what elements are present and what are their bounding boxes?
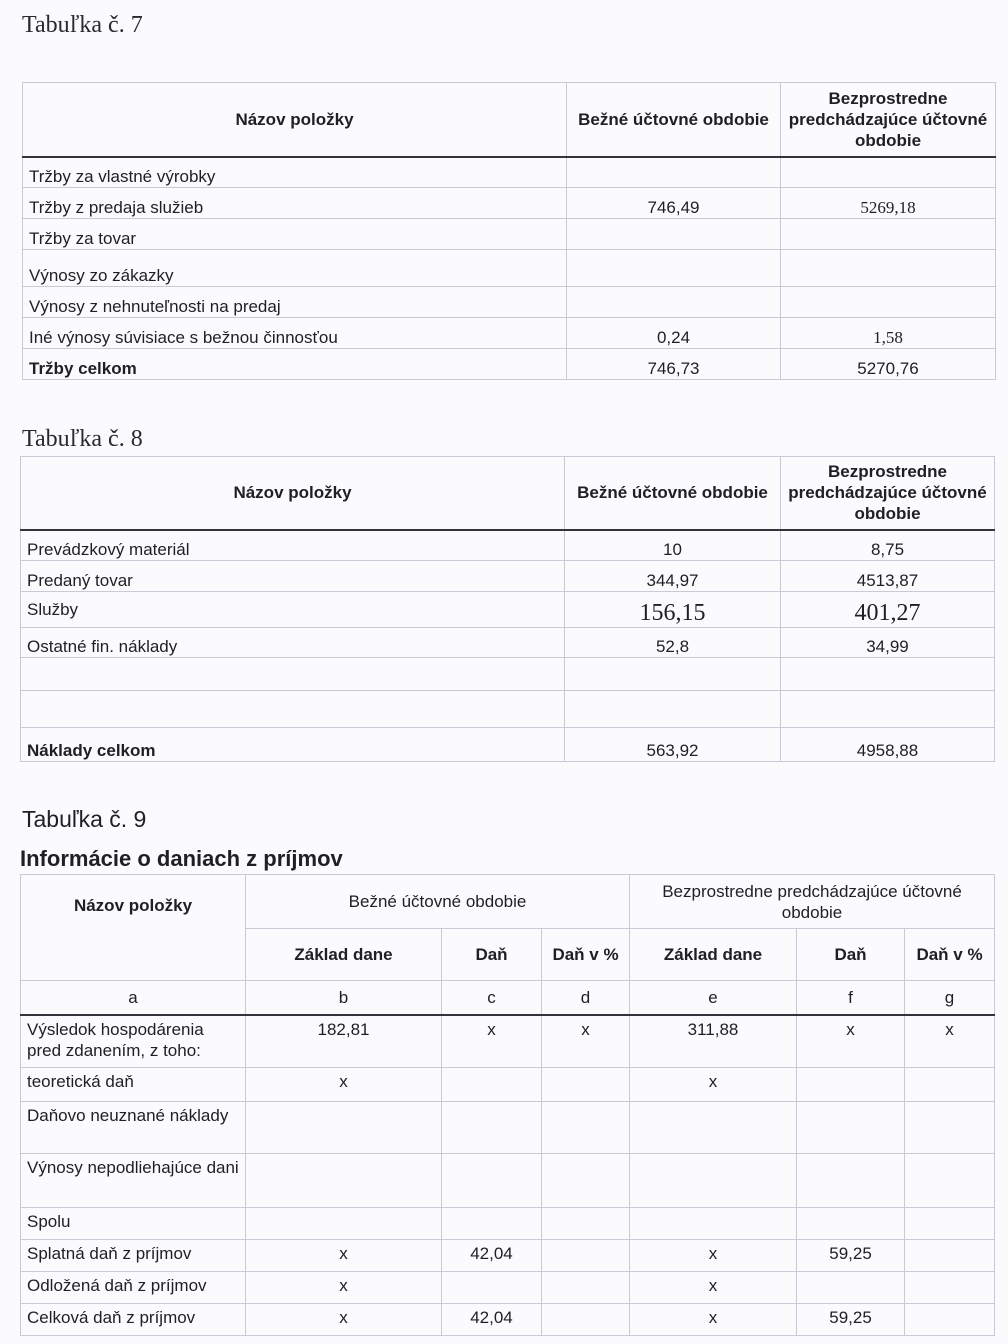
- cell-value: [630, 1102, 797, 1154]
- table-row: [23, 287, 996, 318]
- table-row: [21, 1304, 995, 1336]
- cell-value: [442, 1102, 542, 1154]
- table-row: [21, 561, 995, 592]
- current-value: 52,8: [565, 628, 781, 658]
- cell-value: [797, 1272, 905, 1304]
- row-label: Výsledok hospodárenia pred zdanením, z toho:: [21, 1015, 246, 1068]
- current-value: 344,97: [565, 561, 781, 592]
- cell-value: [797, 1102, 905, 1154]
- total-current: 746,73: [567, 349, 781, 380]
- table8-header-previous: Bezprostredne predchádzajúce účtovné obdobie: [781, 457, 995, 530]
- total-label: Tržby celkom: [23, 349, 567, 380]
- table-row: [21, 1272, 995, 1304]
- row-label: Splatná daň z príjmov: [21, 1240, 246, 1272]
- cell-value: [797, 1068, 905, 1102]
- table7: [22, 82, 996, 380]
- cell-value: 42,04: [442, 1240, 542, 1272]
- row-label: [21, 658, 565, 691]
- previous-value: 8,75: [781, 530, 995, 561]
- table9-letter-row: [21, 981, 995, 1015]
- row-label: Prevádzkový materiál: [21, 530, 565, 561]
- cell-value: [542, 1272, 630, 1304]
- cell-value: 42,04: [442, 1304, 542, 1336]
- cell-value: [905, 1068, 995, 1102]
- cell-value: [442, 1068, 542, 1102]
- row-label: Ostatné fin. náklady: [21, 628, 565, 658]
- cell-value: x: [630, 1272, 797, 1304]
- current-value: 10: [565, 530, 781, 561]
- cell-value: [542, 1102, 630, 1154]
- row-label: Daňovo neuznané náklady: [21, 1102, 246, 1154]
- table8-total-row: [21, 728, 995, 762]
- row-label: Tržby za tovar: [23, 219, 567, 250]
- table-row: [23, 250, 996, 287]
- header-dan-percent: Daň v %: [905, 929, 995, 981]
- cell-value: x: [630, 1068, 797, 1102]
- cell-value: [905, 1304, 995, 1336]
- header-dan: Daň: [442, 929, 542, 981]
- cell-value: x: [905, 1015, 995, 1068]
- table9-title: Informácie o daniach z príjmov: [20, 846, 343, 871]
- cell-value: [542, 1154, 630, 1208]
- cell-value: x: [630, 1304, 797, 1336]
- header-zaklad-dane: Základ dane: [246, 929, 442, 981]
- row-label: Iné výnosy súvisiace s bežnou činnosťou: [23, 318, 567, 349]
- previous-value: 401,27: [781, 592, 995, 628]
- previous-value: 5269,18: [781, 188, 996, 219]
- current-value: [567, 219, 781, 250]
- header-zaklad-dane: Základ dane: [630, 929, 797, 981]
- previous-value: 4513,87: [781, 561, 995, 592]
- current-value: [567, 157, 781, 188]
- table-row: [21, 1015, 995, 1068]
- current-value: [565, 658, 781, 691]
- table7-header-previous: Bezprostredne predchádzajúce účtovné obdobie: [781, 83, 996, 157]
- table-row: [23, 318, 996, 349]
- column-letter: b: [246, 981, 442, 1015]
- cell-value: x: [542, 1015, 630, 1068]
- cell-value: [542, 1208, 630, 1240]
- table-row: [21, 592, 995, 628]
- header-dan-percent: Daň v %: [542, 929, 630, 981]
- table9-header-name: Názov položky: [21, 875, 246, 981]
- previous-value: [781, 219, 996, 250]
- column-letter: d: [542, 981, 630, 1015]
- table8: [20, 456, 995, 762]
- table7-header-current: Bežné účtovné obdobie: [567, 83, 781, 157]
- table9-caption: Tabuľka č. 9: [22, 806, 147, 832]
- table7-caption: Tabuľka č. 7: [22, 12, 143, 38]
- previous-value: [781, 691, 995, 728]
- cell-value: [905, 1102, 995, 1154]
- column-letter: e: [630, 981, 797, 1015]
- table7-header-name: Názov položky: [23, 83, 567, 157]
- cell-value: x: [246, 1240, 442, 1272]
- cell-value: x: [246, 1272, 442, 1304]
- table-row: [21, 1068, 995, 1102]
- table-row: [21, 658, 995, 691]
- column-letter: g: [905, 981, 995, 1015]
- cell-value: 59,25: [797, 1240, 905, 1272]
- cell-value: [542, 1304, 630, 1336]
- total-label: Náklady celkom: [21, 728, 565, 762]
- row-label: Tržby z predaja služieb: [23, 188, 567, 219]
- cell-value: [630, 1154, 797, 1208]
- row-label: Celková daň z príjmov: [21, 1304, 246, 1336]
- cell-value: [442, 1154, 542, 1208]
- cell-value: [905, 1208, 995, 1240]
- column-letter: f: [797, 981, 905, 1015]
- cell-value: [797, 1208, 905, 1240]
- previous-value: 34,99: [781, 628, 995, 658]
- table8-header-row: [21, 457, 995, 530]
- cell-value: 182,81: [246, 1015, 442, 1068]
- table-row: [23, 188, 996, 219]
- table-row: [23, 157, 996, 188]
- row-label: Odložená daň z príjmov: [21, 1272, 246, 1304]
- previous-value: [781, 250, 996, 287]
- current-value: [567, 250, 781, 287]
- cell-value: x: [246, 1068, 442, 1102]
- table8-caption: Tabuľka č. 8: [22, 426, 143, 452]
- previous-value: [781, 157, 996, 188]
- cell-value: [246, 1208, 442, 1240]
- table-row: [21, 691, 995, 728]
- current-value: 0,24: [567, 318, 781, 349]
- cell-value: x: [630, 1240, 797, 1272]
- previous-value: [781, 658, 995, 691]
- cell-value: [442, 1272, 542, 1304]
- cell-value: [630, 1208, 797, 1240]
- cell-value: [905, 1154, 995, 1208]
- table-row: [21, 1154, 995, 1208]
- table-row: [21, 1102, 995, 1154]
- table8-header-current: Bežné účtovné obdobie: [565, 457, 781, 530]
- cell-value: [542, 1240, 630, 1272]
- cell-value: x: [246, 1304, 442, 1336]
- cell-value: 59,25: [797, 1304, 905, 1336]
- table-row: [23, 219, 996, 250]
- cell-value: [442, 1208, 542, 1240]
- current-value: [567, 287, 781, 318]
- row-label: [21, 691, 565, 728]
- table8-header-name: Názov položky: [21, 457, 565, 530]
- cell-value: 311,88: [630, 1015, 797, 1068]
- row-label: teoretická daň: [21, 1068, 246, 1102]
- cell-value: [246, 1102, 442, 1154]
- current-value: 746,49: [567, 188, 781, 219]
- cell-value: [797, 1154, 905, 1208]
- table-row: [21, 530, 995, 561]
- previous-value: [781, 287, 996, 318]
- current-value: [565, 691, 781, 728]
- table9-group-header-row: [21, 875, 995, 929]
- row-label: Služby: [21, 592, 565, 628]
- header-dan: Daň: [797, 929, 905, 981]
- total-current: 563,92: [565, 728, 781, 762]
- cell-value: [542, 1068, 630, 1102]
- cell-value: [905, 1272, 995, 1304]
- cell-value: x: [442, 1015, 542, 1068]
- cell-value: x: [797, 1015, 905, 1068]
- row-label: Výnosy zo zákazky: [23, 250, 567, 287]
- table9-header-previous: Bezprostredne predchádzajúce účtovné obdobie: [630, 875, 995, 929]
- column-letter: a: [21, 981, 246, 1015]
- row-label: Výnosy nepodliehajúce dani: [21, 1154, 246, 1208]
- table7-header-row: [23, 83, 996, 157]
- current-value: 156,15: [565, 592, 781, 628]
- table9: [20, 874, 995, 1336]
- cell-value: [905, 1240, 995, 1272]
- row-label: Tržby za vlastné výrobky: [23, 157, 567, 188]
- row-label: Spolu: [21, 1208, 246, 1240]
- total-previous: 4958,88: [781, 728, 995, 762]
- table9-header-current: Bežné účtovné obdobie: [246, 875, 630, 929]
- table-row: [21, 628, 995, 658]
- cell-value: [246, 1154, 442, 1208]
- table7-total-row: [23, 349, 996, 380]
- table-row: [21, 1208, 995, 1240]
- column-letter: c: [442, 981, 542, 1015]
- row-label: Výnosy z nehnuteľnosti na predaj: [23, 287, 567, 318]
- previous-value: 1,58: [781, 318, 996, 349]
- total-previous: 5270,76: [781, 349, 996, 380]
- row-label: Predaný tovar: [21, 561, 565, 592]
- table-row: [21, 1240, 995, 1272]
